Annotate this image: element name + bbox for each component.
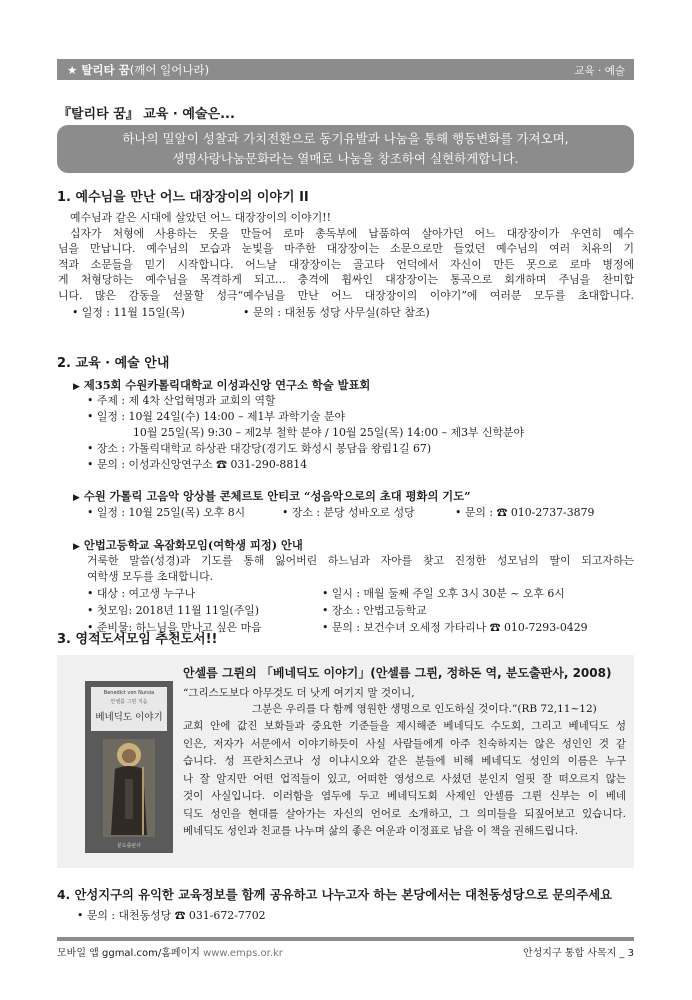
intro-banner [57,125,634,173]
book-title: 안셀름 그륀의 「베네딕도 이야기」(안셀름 그륀, 정하돈 역, 분도출판사, 2008) [183,666,612,680]
section-1-inquiry: • 문의 : 대천동 성당 사무실(하단 참조) [243,306,430,319]
event-3-target: • 대상 : 여고생 누구나 [87,587,196,600]
section-2-title: 2. 교육 · 예술 안내 [57,356,170,371]
section-4-title: 4. 안성지구의 유익한 교육정보를 함께 공유하고 나누고자 하는 본당에서는 대천동성당으로 문의주세요 [57,888,612,902]
section-1-first-line: 예수님과 같은 시대에 살았던 어느 대장장이의 이야기!! [70,211,331,224]
section-4-inquiry: • 문의 : 대천동성당 ☎ 031-672-7702 [77,909,266,922]
triangle-bullet-icon: ▶ [73,382,80,392]
triangle-bullet-icon: ▶ [73,542,80,552]
header-bar [57,59,634,80]
book-desc-line: 나 잘 알지만 어떤 업적들이 있고, 어떠한 영성으로 사셨던 분인지 얼핏 잘 떠오르지 않는 [183,772,626,785]
book-description [183,718,626,841]
banner-line-1: 하나의 밀알이 성찰과 가치전환으로 동기유발과 나눔을 통해 행동변화를 가져오며, [122,131,569,146]
event-3-preparation: • 준비물: 하느님을 만나고 싶은 마음 [87,621,262,634]
banner-line-2: 생명사랑나눔문화라는 열매로 나눔을 창조하여 실현하게합니다. [172,151,519,166]
footer-page-label: 안성지구 통합 사목지 _ 3 [522,948,634,959]
book-cover-image: Benedict von Nursia 안셀름 그륀 지음 베네딕도 이야기 분도출판사 [85,681,173,853]
event-2-inquiry: • 문의 : ☎ 010-2737-3879 [455,506,595,519]
event-3-desc-line: 여학생 모두를 초대합니다. [87,569,214,583]
event-3-first-meeting: • 첫모임: 2018년 11월 11일(주일) [87,604,260,617]
section-1-line: 님을 만납니다. 예수님의 모습과 눈빛을 마주한 대장장이는 소문으로만 들었던 예수님의 여러 치유의 기 [58,242,634,256]
section-1-line: 게 처형당하는 예수님을 목격하게 되고... 충격에 휩싸인 대장장이는 통곡으로 회개하며 주님을 찬미합 [58,273,634,287]
event-1-schedule: • 일정 : 10월 24일(수) 14:00 – 제1부 과학기술 분야 [87,410,345,423]
section-1-line: 니다. 많은 감동을 선물할 성극“예수님을 만난 어느 대장장이의 이야기”에 여러분 모두를 초대합니다. [58,288,634,302]
book-desc-line: 습니다. 성 프란치스코나 성 이냐시오와 같은 분들에 비해 베네딕도 성인의 이름은 누구 [183,755,626,767]
section-1-body [58,210,634,304]
book-desc-line: 딕도 성인을 현대를 살아가는 자신의 언어로 소개하고, 그 의미들을 되짚어보고 있습니다. [183,807,626,820]
event-3-desc-line: 거룩한 말씀(성경)과 기도를 통해 잃어버린 하느님과 자아를 찾고 진정한 성모님의 딸이 되고자하는 [87,554,634,567]
book-quote-line-2: 그분은 우리를 다 함께 영원한 생명으로 인도하실 것이다.”(RB 72,11~12) [252,703,597,715]
section-1-line: 십자가 처형에 사용하는 못을 만들어 로마 총독부에 납품하여 살아가던 어느 대장장이가 우연히 예수 [70,226,634,240]
saint-figure-icon [103,739,155,837]
section-1-title: 1. 예수님을 만난 어느 대장장이의 이야기 II [57,190,309,205]
book-desc-line: 인은, 저자가 서문에서 이야기하듯이 사실 사람들에게 아주 친숙하지는 않은 성인인 것 같 [183,737,626,750]
book-desc-line: 베네딕도 성인과 친교를 나누며 삶의 좋은 여운과 이정표로 남을 이 책을 권해드립니다. [183,825,579,837]
book-quote-line-1: “그리스도보다 아무것도 더 낫게 여기지 말 것이니, [183,687,415,699]
event-1-place: • 장소 : 가톨릭대학교 하상관 대강당(경기도 화성시 봉담읍 왕림1길 67) [87,442,432,455]
footer-url[interactable]: www.emps.or.kr [203,948,283,959]
header-section-label: 교육 · 예술 [574,65,625,77]
triangle-bullet-icon: ▶ [73,493,80,503]
event-3-time: • 일시 : 매월 둘째 주일 오후 3시 30분 ~ 오후 6시 [322,587,565,600]
event-1-heading: ▶ 제35회 수원카톨릭대학교 이성과신앙 연구소 학술 발표회 [73,378,371,392]
event-3-description [87,553,634,584]
header-title: ★ 탈리타 꿈(깨어 일어나라) [67,63,210,77]
section-1-line: 적과 소문들을 믿기 시작합니다. 어느날 대장장이는 골고타 언덕에서 자신이 만든 못으로 로마 병정에 [58,257,634,271]
event-3-inquiry: • 문의 : 보건수녀 오세정 가타리나 ☎ 010-7293-0429 [322,621,588,634]
book-desc-line: 것이 사실입니다. 이러함을 염두에 두고 베네딕도회 사제인 안셀름 그륀 신부는 이 베네 [183,790,626,802]
intro-title: 『탈리타 꿈』 교육 · 예술은... [58,107,235,122]
event-1-inquiry: • 문의 : 이성과신앙연구소 ☎ 031-290-8814 [87,458,308,471]
event-2-heading: ▶ 수원 가톨릭 고음악 앙상블 콘체르토 안티코 “성음악으로의 초대 평화의 기도” [73,489,471,503]
event-1-schedule-cont: 10월 25일(목) 9:30 – 제2부 철학 분야 / 10월 25일(목) 14:00 – 제3부 신학분야 [133,426,525,439]
footer-left: 모바일 앱 ggmal.com/홈페이지 www.emps.or.kr [57,948,283,959]
section-3-title: 3. 영적도서모임 추천도서!! [57,632,218,647]
event-2-place: • 장소 : 분당 성바오로 성당 [282,506,415,519]
footer-rule [57,937,634,941]
event-1-topic: • 주제 : 제 4차 산업혁명과 교회의 역할 [87,394,276,407]
event-2-date: • 일정 : 10월 25일(목) 오후 8시 [87,506,246,519]
book-cover-title-panel: Benedict von Nursia 안셀름 그륀 지음 베네딕도 이야기 [91,687,167,731]
book-desc-line: 교회 안에 값진 보화들과 중요한 기준들을 제시해준 베네딕도 수도회, 그리고 베네딕도 성 [183,720,626,732]
section-1-date: • 일정 : 11월 15일(목) [72,306,185,319]
event-3-place: • 장소 : 안법고등학교 [322,604,427,617]
event-3-heading: ▶ 안법고등학교 옥잠화모임(여학생 피정) 안내 [73,538,303,552]
